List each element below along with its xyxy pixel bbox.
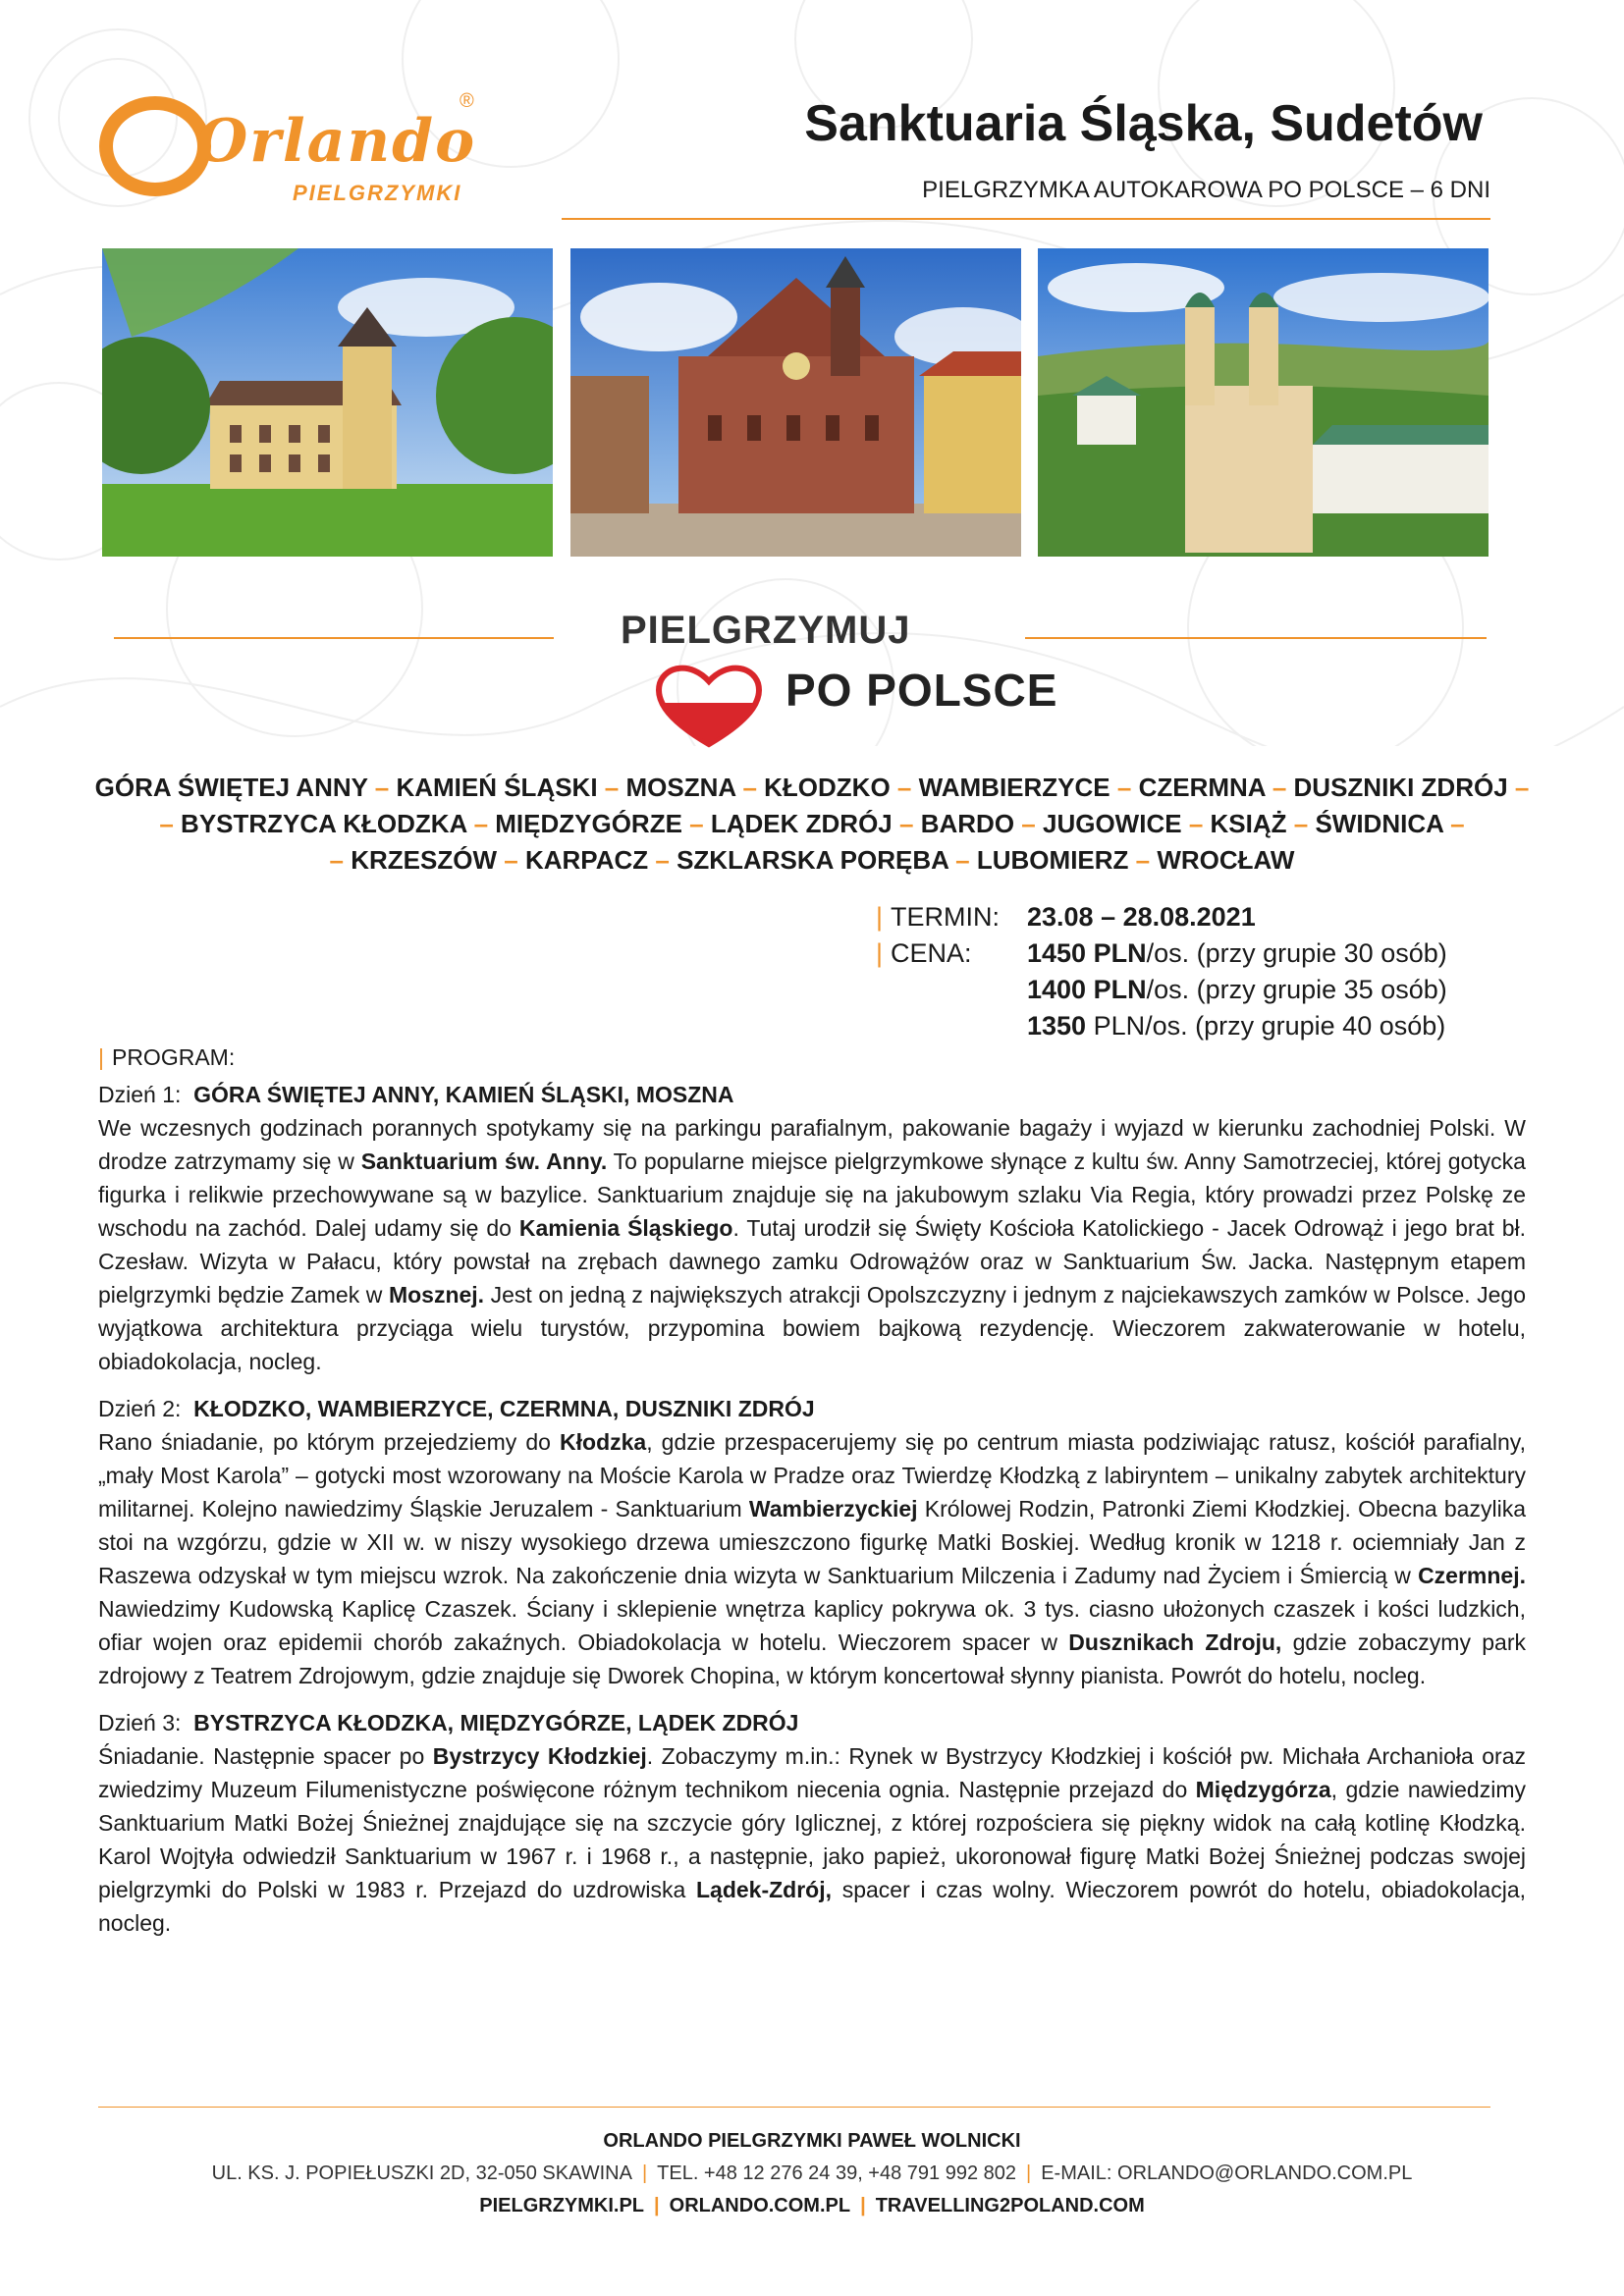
footer-link-travelling2poland[interactable]: TRAVELLING2POLAND.COM (875, 2195, 1145, 2216)
slogan-divider-left (114, 637, 554, 639)
price-row: 1400 PLN/os. (przy grupie 35 osób) (1027, 975, 1447, 1004)
separator-dash: – (1293, 809, 1309, 838)
separator-dash: – (896, 773, 912, 802)
destination: GÓRA ŚWIĘTEJ ANNY (94, 773, 368, 802)
separator-dash: – (955, 845, 970, 875)
day-label: Dzień 3: (98, 1710, 182, 1735)
destination: KARPACZ (524, 845, 649, 875)
day-3 (98, 1706, 1526, 1940)
separator-dash: – (742, 773, 757, 802)
term-label-row: | TERMIN: (876, 902, 1001, 932)
destination: JUGOWICE (1043, 809, 1182, 838)
basilica-photo (1038, 248, 1489, 557)
footer-company: ORLANDO PIELGRZYMKI PAWEŁ WOLNICKI (603, 2130, 1021, 2152)
orlando-logo (98, 86, 491, 214)
destination: KŁODZKO (764, 773, 891, 802)
destination: LĄDEK ZDRÓJ (710, 809, 893, 838)
logo-name: Orlando (196, 107, 477, 176)
term-label: TERMIN: (891, 902, 1001, 932)
page-subtitle: PIELGRZYMKA AUTOKAROWA PO POLSCE – 6 DNI (922, 177, 1490, 203)
separator-dash: – (1135, 845, 1151, 875)
footer-link-pielgrzymki[interactable]: PIELGRZYMKI.PL (479, 2195, 645, 2216)
page-title: Sanktuaria Śląska, Sudetów (804, 95, 1483, 152)
separator-dash: – (1116, 773, 1132, 802)
destination: WAMBIERZYCE (918, 773, 1110, 802)
separator-dash: – (1188, 809, 1204, 838)
slogan-divider-right (1025, 637, 1487, 639)
footer-link-orlando[interactable]: ORLANDO.COM.PL (669, 2195, 851, 2216)
slogan-line-1: PIELGRZYMUJ (621, 609, 911, 652)
palace-photo (102, 248, 553, 557)
destination: KRZESZÓW (351, 845, 498, 875)
day-description: We wczesnych godzinach porannych spotykamy się na parkingu parafialnym, pakowanie bagaży i wyjazd w kierunku zachodniej Polski. W drodze zatrzymamy się w Sanktuarium św. Anny. To popularne miejsce pielgrzymkowe słynące z kultu św. Anny Samotrzeciej, której gotycka figurka i relikwie przechowywane są w bazylice. Sanktuarium znajduje się na jakubowym szlaku Via Regia, który prowadzi przez Polskę ze wschodu na zachód. Dalej udamy się do Kamienia Śląskiego. Tutaj urodził się Święty Kościoła Katolickiego - Jacek Odrowąż i jego brat bł. Czesław. Wizyta w Pałacu, który powstał na zrębach dawnego zamku Odrowążów oraz w Sanktuarium Św. Jacka. Następnym etapem pielgrzymki będzie Zamek w Mosznej. Jest on jedną z największych atrakcji Opolszczyzny i jednym z najciekawszych zamków w Polsce. Jego wyjątkowa architektura przyciąga wielu turystów, przypomina bowiem bajkową rezydencję. Wieczorem zakwaterowanie w hotelu, obiadokolacja, nocleg. (98, 1115, 1526, 1374)
destination: LUBOMIERZ (976, 845, 1129, 875)
separator-dash: – (689, 809, 704, 838)
price-label-row: | CENA: (876, 938, 972, 968)
destinations-line-2 (88, 806, 1536, 842)
separator-dash: – (159, 809, 174, 838)
destination: MIĘDZYGÓRZE (495, 809, 682, 838)
footer-websites: PIELGRZYMKI.PL | ORLANDO.COM.PL | TRAVELLING2POLAND.COM (479, 2195, 1145, 2216)
price-row: 1450 PLN/os. (przy grupie 30 osób) (1027, 938, 1447, 968)
separator-dash: – (1021, 809, 1036, 838)
day-1 (98, 1078, 1526, 1378)
program-days (98, 1078, 1526, 1953)
footer-divider (98, 2107, 1490, 2108)
logo-registered-mark: ® (460, 90, 474, 112)
footer-email[interactable]: E-MAIL: ORLANDO@ORLANDO.COM.PL (1041, 2163, 1413, 2184)
separator-dash: – (655, 845, 670, 875)
price-row: 1350 PLN/os. (przy grupie 40 osób) (1027, 1011, 1446, 1041)
destinations-list (88, 770, 1536, 879)
day-description: Śniadanie. Następnie spacer po Bystrzycy Kłodzkiej. Zobaczymy m.in.: Rynek w Bystrzycy Kłodzkiej i kościół pw. Michała Archanioła oraz zwiedzimy Muzeum Filumenistyczne poświęcone różnym technikom niecenia ognia. Następnie przejazd do Międzygórza, gdzie nawiedzimy Sanktuarium Matki Bożej Śnieżnej znajdujące się na szczycie góry Iglicznej, z której rozpościera się piękny widok na całą kotlinę Kłodzką. Karol Wojtyła odwiedził Sanktuarium w 1967 r. i 1968 r., a następnie, jako papież, ukoronował figurę Matki Bożej Śnieżnej podczas swojej pielgrzymki do Polski w 1983 r. Przejazd do uzdrowiska Lądek-Zdrój, spacer i czas wolny. Wieczorem powrót do hotelu, obiadokolacja, nocleg. (98, 1743, 1527, 1936)
destination: BYSTRZYCA KŁODZKA (181, 809, 467, 838)
logo-subtitle: PIELGRZYMKI (293, 181, 462, 205)
separator-dash: – (374, 773, 390, 802)
separator-dash: – (899, 809, 914, 838)
info-values (1027, 899, 1447, 1044)
destinations-line-1 (88, 770, 1536, 806)
separator-dash: – (504, 845, 518, 875)
destination: WROCŁAW (1157, 845, 1295, 875)
day-title: KŁODZKO, WAMBIERZYCE, CZERMNA, DUSZNIKI ZDRÓJ (193, 1396, 815, 1421)
day-title: GÓRA ŚWIĘTEJ ANNY, KAMIEŃ ŚLĄSKI, MOSZNA (193, 1082, 734, 1107)
heart-icon (652, 660, 766, 750)
separator-dash: – (1450, 809, 1465, 838)
day-label: Dzień 2: (98, 1396, 182, 1421)
program-heading: | PROGRAM: (98, 1044, 236, 1070)
separator-dash: – (473, 809, 489, 838)
day-title: BYSTRZYCA KŁODZKA, MIĘDZYGÓRZE, LĄDEK ZDRÓJ (193, 1710, 799, 1735)
day-description: Rano śniadanie, po którym przejedziemy do Kłodzka, gdzie przespacerujemy się po centrum miasta podziwiając ratusz, kościół parafialny, „mały Most Karola” – gotycki most wzorowany na Moście Karola w Pradze oraz Twierdzę Kłodzką z labiryntem – unikalny zabytek architektury militarnej. Kolejno nawiedzimy Śląskie Jeruzalem - Sanktuarium Wambierzyckiej Królowej Rodzin, Patronki Ziemi Kłodzkiej. Obecna bazylika stoi na wzgórzu, gdzie w XII w. w niszy wysokiego drzewa umieszczono figurkę Matki Boskiej. Według kronik w 1218 r. ociemniały Jan z Raszewa odzyskał w tym miejscu wzrok. Na zakończenie dnia wizyta w Sanktuarium Milczenia i Zadumy nad Życiem i Śmiercią w Czermnej. Nawiedzimy Kudowską Kaplicę Czaszek. Ściany i sklepienie wnętrza kaplicy pokrywa ok. 3 tys. ciasno ułożonych czaszek i kości ludzkich, ofiar wojen oraz epidemii chorób zakaźnych. Obiadokolacja w hotelu. Wieczorem spacer w Dusznikach Zdroju, gdzie zobaczymy park zdrojowy z Teatrem Zdrojowym, gdzie znajduje się Dworek Chopina, w którym koncertował słynny pianista. Powrót do hotelu, nocleg. (98, 1429, 1526, 1688)
destination: ŚWIDNICA (1315, 809, 1443, 838)
slogan-line-2: PO POLSCE (785, 665, 1058, 716)
town-hall-photo (570, 248, 1021, 557)
info-labels (876, 899, 1033, 972)
subtitle-divider (562, 218, 1490, 220)
footer-phone: TEL. +48 12 276 24 39, +48 791 992 802 (657, 2163, 1017, 2184)
day-label: Dzień 1: (98, 1082, 182, 1107)
destination: KSIĄŻ (1210, 809, 1287, 838)
separator-dash: – (329, 845, 345, 875)
separator-dash: – (1272, 773, 1287, 802)
destination: KAMIEŃ ŚLĄSKI (396, 773, 598, 802)
destination: DUSZNIKI ZDRÓJ (1293, 773, 1508, 802)
destination: BARDO (920, 809, 1015, 838)
destination: SZKLARSKA PORĘBA (677, 845, 948, 875)
separator-dash: – (604, 773, 620, 802)
destinations-line-3 (88, 842, 1536, 879)
day-2 (98, 1392, 1526, 1692)
footer-contact: UL. KS. J. POPIEŁUSZKI 2D, 32-050 SKAWINA | TEL. +48 12 276 24 39, +48 791 992 802 | E-MAIL: ORLANDO@ORLANDO.COM.PL (211, 2163, 1413, 2184)
destination: CZERMNA (1138, 773, 1266, 802)
separator-dash: – (1514, 773, 1530, 802)
term-value: 23.08 – 28.08.2021 (1027, 902, 1256, 932)
footer-address: UL. KS. J. POPIEŁUSZKI 2D, 32-050 SKAWINA (211, 2163, 632, 2184)
price-label: CENA: (891, 938, 972, 968)
destination: MOSZNA (625, 773, 736, 802)
